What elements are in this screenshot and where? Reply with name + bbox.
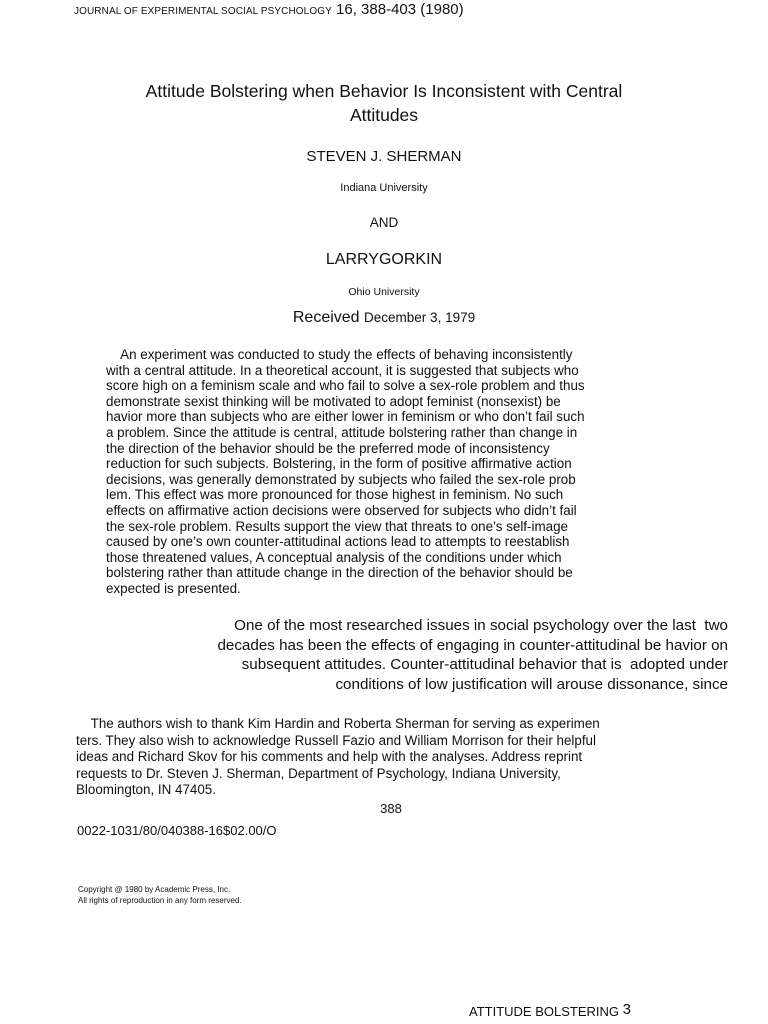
copyright-notice: [78, 884, 242, 906]
author-affiliation: Ohio University: [348, 286, 420, 298]
abstract-line: score high on a feminism scale and who fail to solve a sex-role problem and thus: [106, 378, 585, 394]
author-name: STEVEN J. SHERMAN: [306, 148, 462, 165]
acknowledgment-footnote: [76, 716, 600, 799]
received-date: [0, 309, 768, 327]
abstract-line: caused by one’s own counter-attitudinal actions lead to attempts to reestablish: [106, 534, 570, 550]
author-name: LARRYGORKIN: [325, 251, 443, 268]
footnote-line: requests to Dr. Steven J. Sherman, Department of Psychology, Indiana University,: [76, 765, 561, 781]
abstract-line: effects on affirmative action decisions were observed for subjects who didn’t fail: [106, 502, 577, 518]
abstract-line: those threatened values, A conceptual analysis of the conditions under which: [106, 549, 562, 565]
article-code: 0022-1031/80/040388-16$02.00/O: [77, 823, 277, 838]
abstract-line: the direction of the behavior should be the preferred mode of inconsistency: [106, 440, 550, 456]
received-label: Received: [292, 309, 360, 326]
footnote-line: Bloomington, IN 47405.: [76, 782, 216, 797]
received-date-value: December 3, 1979: [364, 310, 476, 325]
abstract-line: with a central attitude. In a theoretical account, it is suggested that subjects who: [106, 362, 579, 378]
body-line: conditions of low justification will arouse dissonance, since: [335, 675, 728, 693]
title-line: Attitudes: [349, 105, 419, 125]
abstract-line: decisions, was generally demonstrated by subjects who failed the sex-role prob: [106, 471, 576, 487]
running-head-text: ATTITUDE BOLSTERING: [469, 1004, 619, 1019]
abstract-line: reduction for such subjects. Bolstering, in the form of positive affirmative action: [106, 456, 572, 472]
copyright-line: All rights of reproduction in any form reserved.: [78, 896, 242, 905]
author-affiliation: Indiana University: [340, 182, 428, 194]
page-number: 388: [380, 801, 402, 816]
abstract-line: demonstrate sexist thinking will be motivated to adopt feminist (nonsexist) be: [106, 393, 561, 409]
footnote-line: ideas and Richard Skov for his comments and help with the analyses. Address reprint: [76, 749, 583, 764]
title-line: Attitude Bolstering when Behavior Is Inconsistent with Central: [145, 81, 623, 101]
body-text: [0, 616, 728, 694]
body-line: decades has been the effects of engaging in counter-attitudinal be havior on: [217, 636, 728, 654]
abstract-line: bolstering rather than attitude change in the direction of the behavior should be: [106, 565, 573, 581]
footnote-line: ters. They also wish to acknowledge Russell Fazio and William Morrison for their helpful: [76, 732, 596, 748]
journal-citation: 16, 388-403 (1980): [336, 1, 464, 18]
abstract: [106, 347, 585, 597]
journal-name: JOURNAL OF EXPERIMENTAL SOCIAL PSYCHOLOGY: [74, 6, 332, 17]
author-conjunction: AND: [369, 215, 399, 230]
journal-header: [74, 1, 464, 18]
body-line: One of the most researched issues in social psychology over the last two: [234, 617, 728, 634]
abstract-line: a problem. Since the attitude is central, attitude bolstering rather than change in: [106, 424, 578, 440]
copyright-line: Copyright @ 1980 by Academic Press, Inc.: [78, 885, 231, 894]
abstract-line: expected is presented.: [106, 580, 241, 596]
abstract-line: the sex-role problem. Results support the view that threats to one’s self-image: [106, 518, 568, 534]
footnote-line: The authors wish to thank Kim Hardin and Roberta Sherman for serving as experimen: [76, 716, 600, 731]
abstract-line: lem. This effect was more pronounced for those highest in feminism. No such: [106, 487, 564, 503]
body-line: subsequent attitudes. Counter-attitudinal behavior that is adopted under: [241, 656, 728, 673]
running-head: [469, 1001, 631, 1019]
running-head-number: 3: [622, 1001, 631, 1018]
abstract-line: havior more than subjects who are either lower in feminism or who don’t fail such: [106, 409, 585, 425]
article-title: [60, 79, 708, 127]
abstract-line: An experiment was conducted to study the effects of behaving inconsistently: [106, 347, 573, 362]
